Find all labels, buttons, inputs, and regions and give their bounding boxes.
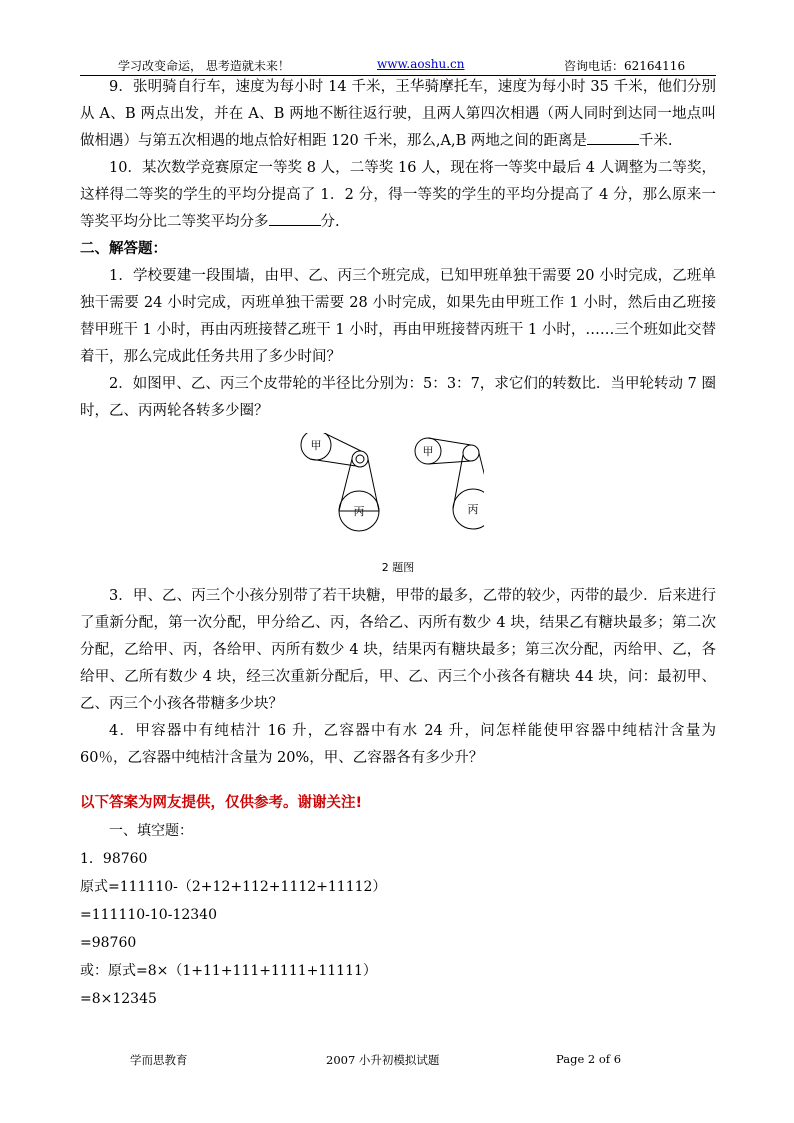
problem-10 bbox=[80, 155, 716, 236]
answer-line: 或：原式=8×（1+11+111+1111+11111） bbox=[80, 963, 377, 979]
problem-9-tail: 千米. bbox=[638, 133, 673, 149]
answer-blank bbox=[269, 211, 321, 226]
page-content bbox=[80, 74, 716, 1013]
answer-blank bbox=[587, 130, 639, 145]
pulley-diagram bbox=[294, 433, 484, 559]
footer-title: 2007 小升初模拟试题 bbox=[326, 1053, 440, 1067]
answers-note: 以下答案为网友提供，仅供参考。谢谢关注! bbox=[80, 795, 363, 811]
problem-10-tail: 分. bbox=[320, 214, 340, 230]
problem-9 bbox=[80, 74, 716, 155]
footer-page-number: Page 2 of 6 bbox=[556, 1052, 622, 1066]
label-bing-left: 丙 bbox=[353, 505, 365, 518]
pulley-figure bbox=[80, 433, 716, 559]
section-heading: 二、解答题： bbox=[80, 241, 167, 257]
pulley-yi-left bbox=[352, 451, 368, 467]
figure-caption: 2 题图 bbox=[381, 561, 415, 574]
question-1: 1．学校要建一段围墙，由甲、乙、丙三个班完成，已知甲班单独干需要 20 小时完成，乙班单独干需要 24 小时完成，丙班单独干需要 28 小时完成，如果先由甲班工作 1 小时，然后由乙班接替甲班干 1 小时，再由丙班接替乙班干 1 小时，再由甲班接替丙班干 1 小时，……三个班如此交替着干，那么完成此任务共用了多少时间？ bbox=[80, 268, 716, 365]
answer-line: =111110-10-12340 bbox=[80, 907, 217, 923]
label-jia-right: 甲 bbox=[422, 445, 434, 458]
answer-line: 原式=111110-（2+12+112+1112+11112） bbox=[80, 879, 387, 895]
answers-section-heading: 一、填空题： bbox=[109, 823, 193, 839]
answer-line: 1．98760 bbox=[80, 851, 148, 867]
footer-org: 学而思教育 bbox=[130, 1053, 188, 1067]
problem-9-text: 9．张明骑自行车，速度为每小时 14 千米，王华骑摩托车，速度为每小时 35 千米，他们分别从 A、B 两点出发，并在 A、B 两地不断往返行驶，且两人第四次相遇（两人同时到达同一地点叫做相遇）与第五次相遇的地点恰好相距 120 千米，那么,A,B 两地之间的距离是 bbox=[80, 79, 716, 149]
header-phone: 咨询电话：62164116 bbox=[564, 59, 686, 73]
question-4: 4．甲容器中有纯桔汁 16 升，乙容器中有水 24 升，问怎样能使甲容器中纯桔汁含量为 60％，乙容器中纯桔汁含量为 20%，甲、乙容器各有多少升？ bbox=[80, 723, 716, 766]
answer-line: =98760 bbox=[80, 935, 137, 951]
header-website-link[interactable]: www.aoshu.cn bbox=[377, 57, 465, 71]
question-3: 3．甲、乙、丙三个小孩分别带了若干块糖，甲带的最多，乙带的较少，丙带的最少．后来进行了重新分配，第一次分配，甲分给乙、丙，各给乙、丙所有数少 4 块，结果乙有糖块最多；第二次分配，乙给甲、丙，各给甲、丙所有数少 4 块，结果丙有糖块最多；第三次分配，丙给甲、乙，各给甲、乙所有数少 4 块，经三次重新分配后，甲、乙、丙三个小孩各有糖块 44 块，问：最初甲、乙、丙三个小孩各带糖多少块？ bbox=[80, 588, 716, 712]
label-jia-left: 甲 bbox=[310, 439, 322, 452]
problem-10-text: 10．某次数学竞赛原定一等奖 8 人，二等奖 16 人，现在将一等奖中最后 4 人调整为二等奖，这样得二等奖的学生的平均分提高了 1．2 分，得一等奖的学生的平均分提高了 4 分，那么原来一等奖平均分比二等奖平均分多 bbox=[80, 160, 716, 230]
answer-line: =8×12345 bbox=[80, 991, 157, 1007]
label-bing-right: 丙 bbox=[467, 503, 479, 516]
question-2: 2．如图甲、乙、丙三个皮带轮的半径比分别为：5：3：7，求它们的转数比．当甲轮转动 7 圈时，乙、丙两轮各转多少圈？ bbox=[80, 376, 716, 419]
pulley-yi-right bbox=[463, 445, 479, 461]
header-slogan: 学习改变命运， 思考造就未来！ bbox=[118, 59, 290, 73]
